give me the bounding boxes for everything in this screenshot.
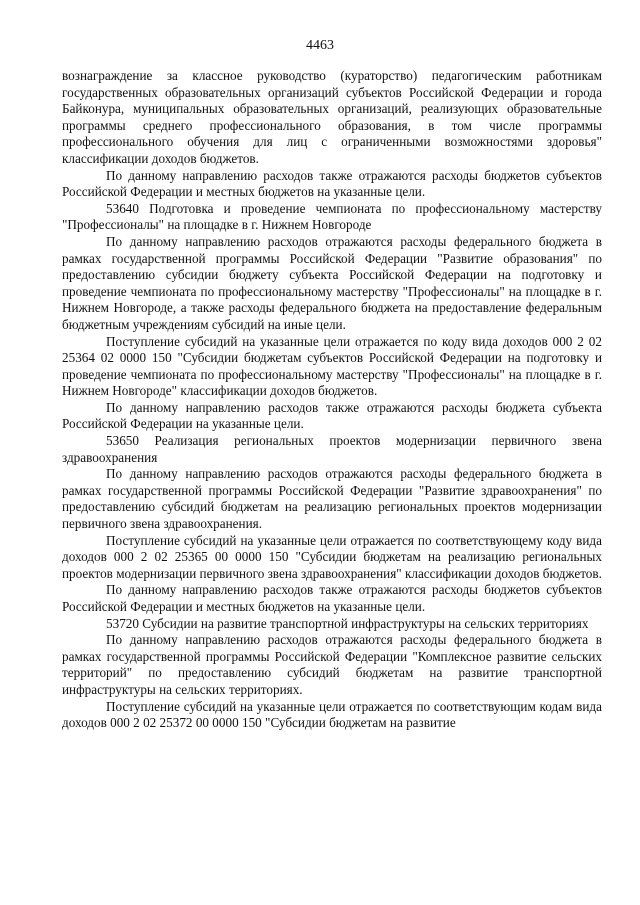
paragraph: Поступление субсидий на указанные цели отражается по соответствующим кодам вида доходов 000 2 02 25372 00 0000 150 "Субсидии бюджетам на развитие xyxy=(62,698,602,731)
paragraph: По данному направлению расходов отражаются расходы федерального бюджета в рамках государственной программы Российской Федерации "Развитие здравоохранения" по предоставлению субсидий бюджетам на реализацию региональных проектов модернизации первичного звена здравоохранения. xyxy=(62,466,602,532)
paragraph: По данному направлению расходов отражаются расходы федерального бюджета в рамках государственной программы Российской Федерации "Развитие образования" по предоставлению субсидии бюджету субъекта Российской Федерации на подготовку и проведение чемпионата по профессиональному мастерству "Профессионалы" на площадке в г. Нижнем Новгороде, а также расходы федерального бюджета на предоставление федеральным бюджетным учреждениям субсидий на иные цели. xyxy=(62,233,602,332)
section-heading-53640: 53640 Подготовка и проведение чемпионата по профессиональному мастерству "Профессионалы" на площадке в г. Нижнем Новгороде xyxy=(62,200,602,233)
paragraph-continuation: вознаграждение за классное руководство (кураторство) педагогическим работникам государственных образовательных организаций субъектов Российской Федерации и города Байконура, муниципальных образовательных организаций, реализующих образовательные программы среднего профессионального образования, в том числе программы профессионального обучения для лиц с ограниченными возможностями здоровья" классификации доходов бюджетов. xyxy=(62,68,602,166)
page-number: 4463 xyxy=(306,38,334,53)
paragraph: Поступление субсидий на указанные цели отражается по коду вида доходов 000 2 02 25364 02 0000 150 "Субсидии бюджетам субъектов Российской Федерации на подготовку и проведение чемпионата по профессиональному мастерству "Профессионалы" на площадке в г. Нижнем Новгороде" классификации доходов бюджетов. xyxy=(62,333,602,399)
section-heading-53720: 53720 Субсидии на развитие транспортной инфраструктуры на сельских территориях xyxy=(106,615,589,631)
paragraph: По данному направлению расходов также отражаются расходы бюджетов субъектов Российской Федерации и местных бюджетов на указанные цели. xyxy=(62,582,602,614)
paragraph: Поступление субсидий на указанные цели отражается по соответствующему коду вида доходов 000 2 02 25365 00 0000 150 "Субсидии бюджетам на реализацию региональных проектов модернизации первичного звена здравоохранения" классификации доходов бюджетов. xyxy=(62,532,602,581)
section-heading-53650: 53650 Реализация региональных проектов модернизации первичного звена здравоохранения xyxy=(62,433,602,465)
paragraph: По данному направлению расходов также отражаются расходы бюджетов субъектов Российской Федерации и местных бюджетов на указанные цели. xyxy=(62,167,602,200)
paragraph: По данному направлению расходов также отражаются расходы бюджета субъекта Российской Федерации на указанные цели. xyxy=(62,399,602,432)
document-body xyxy=(62,68,602,732)
paragraph: По данному направлению расходов отражаются расходы федерального бюджета в рамках государственной программы Российской Федерации "Комплексное развитие сельских территорий" по предоставлению субсидий бюджетам на развитие транспортной инфраструктуры на сельских территориях. xyxy=(62,632,602,697)
